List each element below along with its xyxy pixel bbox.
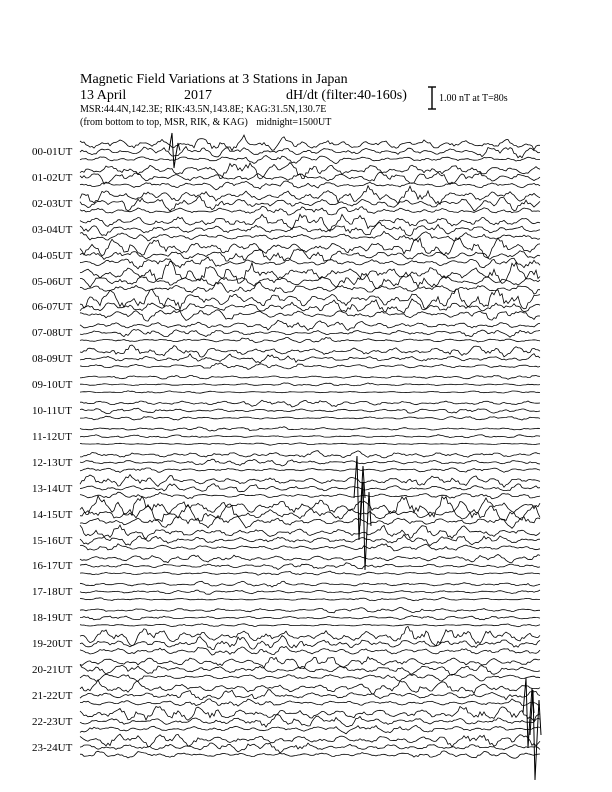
trace-rik: [80, 196, 540, 211]
row-label: 21-22UT: [32, 689, 73, 702]
trace-rik: [80, 665, 540, 676]
trace-rik: [80, 636, 540, 650]
trace-rik: [80, 715, 540, 727]
trace-rik: [80, 354, 540, 363]
trace-msr: [80, 571, 540, 575]
trace-kag: [80, 186, 540, 205]
trace-rik: [80, 147, 540, 158]
trace-msr: [80, 544, 540, 551]
trace-msr: [80, 725, 540, 734]
spike-trace: [169, 133, 180, 168]
trace-msr: [80, 699, 540, 706]
trace-msr: [80, 468, 540, 473]
trace-msr: [80, 624, 540, 627]
trace-msr: [80, 517, 540, 529]
row-label: 12-13UT: [32, 456, 73, 469]
trace-msr: [80, 598, 540, 601]
row-label: 10-11UT: [32, 405, 72, 417]
trace-msr: [80, 391, 540, 393]
trace-rik: [80, 590, 540, 594]
trace-kag: [80, 680, 540, 694]
trace-rik: [80, 408, 540, 413]
chart-title: Magnetic Field Variations at 3 Stations in Japan: [80, 72, 348, 87]
trace-msr: [80, 443, 540, 445]
trace-kag: [80, 475, 540, 488]
row-label: 09-10UT: [32, 379, 73, 392]
row-label: 06-07UT: [32, 301, 73, 314]
trace-msr: [80, 231, 540, 241]
trace-rik: [80, 383, 540, 386]
row-label: 14-15UT: [32, 508, 73, 521]
trace-kag: [80, 657, 540, 669]
row-label: 22-23UT: [32, 715, 73, 728]
row-label: 15-16UT: [32, 534, 73, 547]
trace-rik: [80, 172, 540, 184]
trace-kag: [80, 451, 540, 458]
row-label: 07-08UT: [32, 327, 73, 340]
trace-rik: [80, 563, 540, 570]
trace-rik: [80, 459, 540, 466]
trace-kag: [80, 525, 540, 539]
order-note: (from bottom to top, MSR, RIK, & KAG): [80, 117, 248, 128]
trace-rik: [80, 272, 540, 289]
trace-msr: [80, 363, 540, 370]
trace-kag: [80, 581, 540, 587]
trace-kag: [80, 375, 540, 379]
trace-kag: [80, 496, 540, 518]
row-label: 01-02UT: [32, 171, 73, 184]
row-label: 20-21UT: [32, 664, 73, 676]
row-label: 13-14UT: [32, 482, 73, 495]
row-label: 04-05UT: [32, 249, 73, 262]
trace-kag: [80, 607, 540, 612]
quantity-filter-text: dH/dt (filter:40-160s): [286, 88, 407, 103]
row-label: 02-03UT: [32, 197, 73, 210]
row-label: 11-12UT: [32, 430, 72, 443]
row-label: 18-19UT: [32, 612, 73, 625]
trace-kag: [80, 555, 540, 563]
row-label: 17-18UT: [32, 586, 73, 599]
trace-msr: [80, 181, 540, 190]
trace-kag: [80, 626, 540, 646]
scale-bar-label: 1.00 nT at T=80s: [439, 93, 508, 104]
trace-msr: [80, 156, 540, 164]
trace-kag: [80, 400, 540, 407]
trace-msr: [80, 674, 540, 681]
trace-kag: [80, 135, 540, 150]
trace-kag: [80, 345, 540, 357]
trace-msr: [80, 492, 540, 499]
spike-trace: [523, 678, 534, 748]
trace-rik: [80, 435, 540, 438]
trace-kag: [80, 427, 540, 431]
row-label: 16-17UT: [32, 560, 73, 573]
trace-kag: [80, 707, 540, 722]
row-label: 19-20UT: [32, 638, 73, 651]
trace-msr: [80, 751, 540, 758]
trace-msr: [80, 206, 540, 215]
row-label: 00-01UT: [32, 146, 73, 158]
midnight-note: midnight=1500UT: [256, 117, 332, 128]
stations-text: MSR:44.4N,142.3E; RIK:43.5N,143.8E; KAG:31.5N,130.7E: [80, 104, 327, 115]
trace-msr: [80, 416, 540, 420]
row-label: 05-06UT: [32, 275, 73, 288]
trace-rik: [80, 743, 540, 753]
row-label: 08-09UT: [32, 353, 73, 366]
trace-rik: [80, 299, 540, 313]
trace-rik: [80, 535, 540, 546]
trace-kag: [80, 320, 540, 330]
trace-rik: [80, 484, 540, 492]
trace-kag: [80, 214, 540, 231]
trace-msr: [80, 646, 540, 655]
year-text: 2017: [184, 88, 212, 103]
trace-rik: [80, 329, 540, 337]
trace-msr: [80, 310, 540, 321]
trace-msr: [80, 337, 540, 342]
trace-rik: [80, 616, 540, 620]
row-label: 03-04UT: [32, 223, 73, 236]
date-text: 13 April: [80, 88, 127, 103]
row-label: 23-24UT: [32, 741, 73, 754]
trace-kag: [80, 163, 540, 179]
